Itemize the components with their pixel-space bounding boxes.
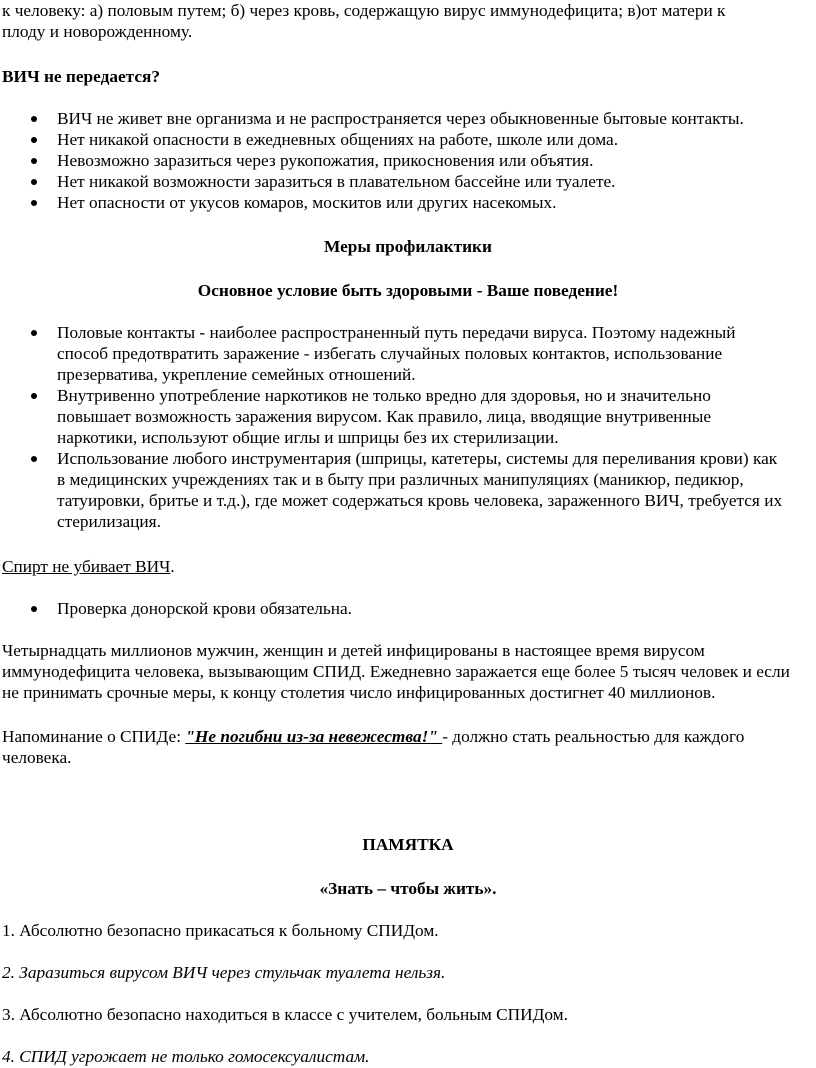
list-item: Использование любого инструментария (шприцы, катетеры, системы для переливания крови) как в медицинских учреждениях так и в быту при различных манипуляциях (маникюр, педикюр, татуировки, бритье и т.д.), где может содержаться кровь человека, зараженного ВИЧ, требуется их стерилизация. xyxy=(0,448,788,532)
memo-item-1: 1. Абсолютно безопасно прикасаться к больному СПИДом. xyxy=(2,921,439,940)
stats-paragraph: Четырнадцать миллионов мужчин, женщин и детей инфицированы в настоящее время вирусом иммунодефицита человека, вызывающим СПИД. Ежедневно заражается еще более 5 тысяч человек и если не принимать срочные меры, к концу столетия число инфицированных достигнет 40 миллионов. xyxy=(2,641,790,702)
memo-item-3: 3. Абсолютно безопасно находиться в классе с учителем, больным СПИДом. xyxy=(2,1005,568,1024)
memo-item-4: 4. СПИД угрожает не только гомосексуалистам. xyxy=(2,1047,370,1066)
list-item: Внутривенно употребление наркотиков не только вредно для здоровья, но и значительно повышает возможность заражения вирусом. Как правило, лица, вводящие внутривенные наркотики, используют общие иглы и шприцы без их стерилизации. xyxy=(0,385,788,448)
list-item: Половые контакты - наиболее распространенный путь передачи вируса. Поэтому надежный способ предотвратить заражение - избегать случайных половых контактов, использование презерватива, укрепление семейных отношений. xyxy=(0,322,788,385)
intro-paragraph xyxy=(2,0,796,42)
not-transmitted-heading: ВИЧ не передается? xyxy=(2,67,161,86)
reminder-prefix: Напоминание о СПИДе: xyxy=(2,727,186,746)
list-item: Нет опасности от укусов комаров, москитов или других насекомых. xyxy=(0,192,796,213)
list-item: ВИЧ не живет вне организма и не распространяется через обыкновенные бытовые контакты. xyxy=(0,108,796,129)
memo-item-2: 2. Заразиться вирусом ВИЧ через стульчак туалета нельзя. xyxy=(2,963,446,982)
prevention-heading: Меры профилактики xyxy=(324,237,492,256)
alcohol-note xyxy=(2,556,796,577)
list-item: Невозможно заразиться через рукопожатия, прикосновения или объятия. xyxy=(0,150,796,171)
reminder-slogan: "Не погибни из-за невежества!" xyxy=(185,727,443,746)
reminder-suffix: - должно стать реальностью для каждого человека. xyxy=(2,727,745,767)
memo-subtitle: «Знать – чтобы жить». xyxy=(319,879,497,898)
reminder-paragraph xyxy=(2,726,804,768)
memo-title: ПАМЯТКА xyxy=(362,835,454,854)
not-transmitted-list xyxy=(0,108,796,213)
intro-line-2: плоду и новорожденному. xyxy=(2,22,193,41)
list-item: Проверка донорской крови обязательна. xyxy=(0,598,796,619)
prevention-subheading: Основное условие быть здоровыми - Ваше поведение! xyxy=(197,281,619,300)
prevention-list xyxy=(0,322,788,532)
list-item: Нет никакой опасности в ежедневных общениях на работе, школе или дома. xyxy=(0,129,796,150)
intro-line-1: к человеку: а) половым путем; б) через кровь, содержащую вирус иммунодефицита; в)от матери к xyxy=(2,1,726,20)
list-item: Нет никакой возможности заразиться в плавательном бассейне или туалете. xyxy=(0,171,796,192)
alcohol-underlined-text: Спирт не убивает ВИЧ xyxy=(2,557,171,576)
donor-list xyxy=(0,598,796,619)
alcohol-tail: . xyxy=(170,557,175,576)
